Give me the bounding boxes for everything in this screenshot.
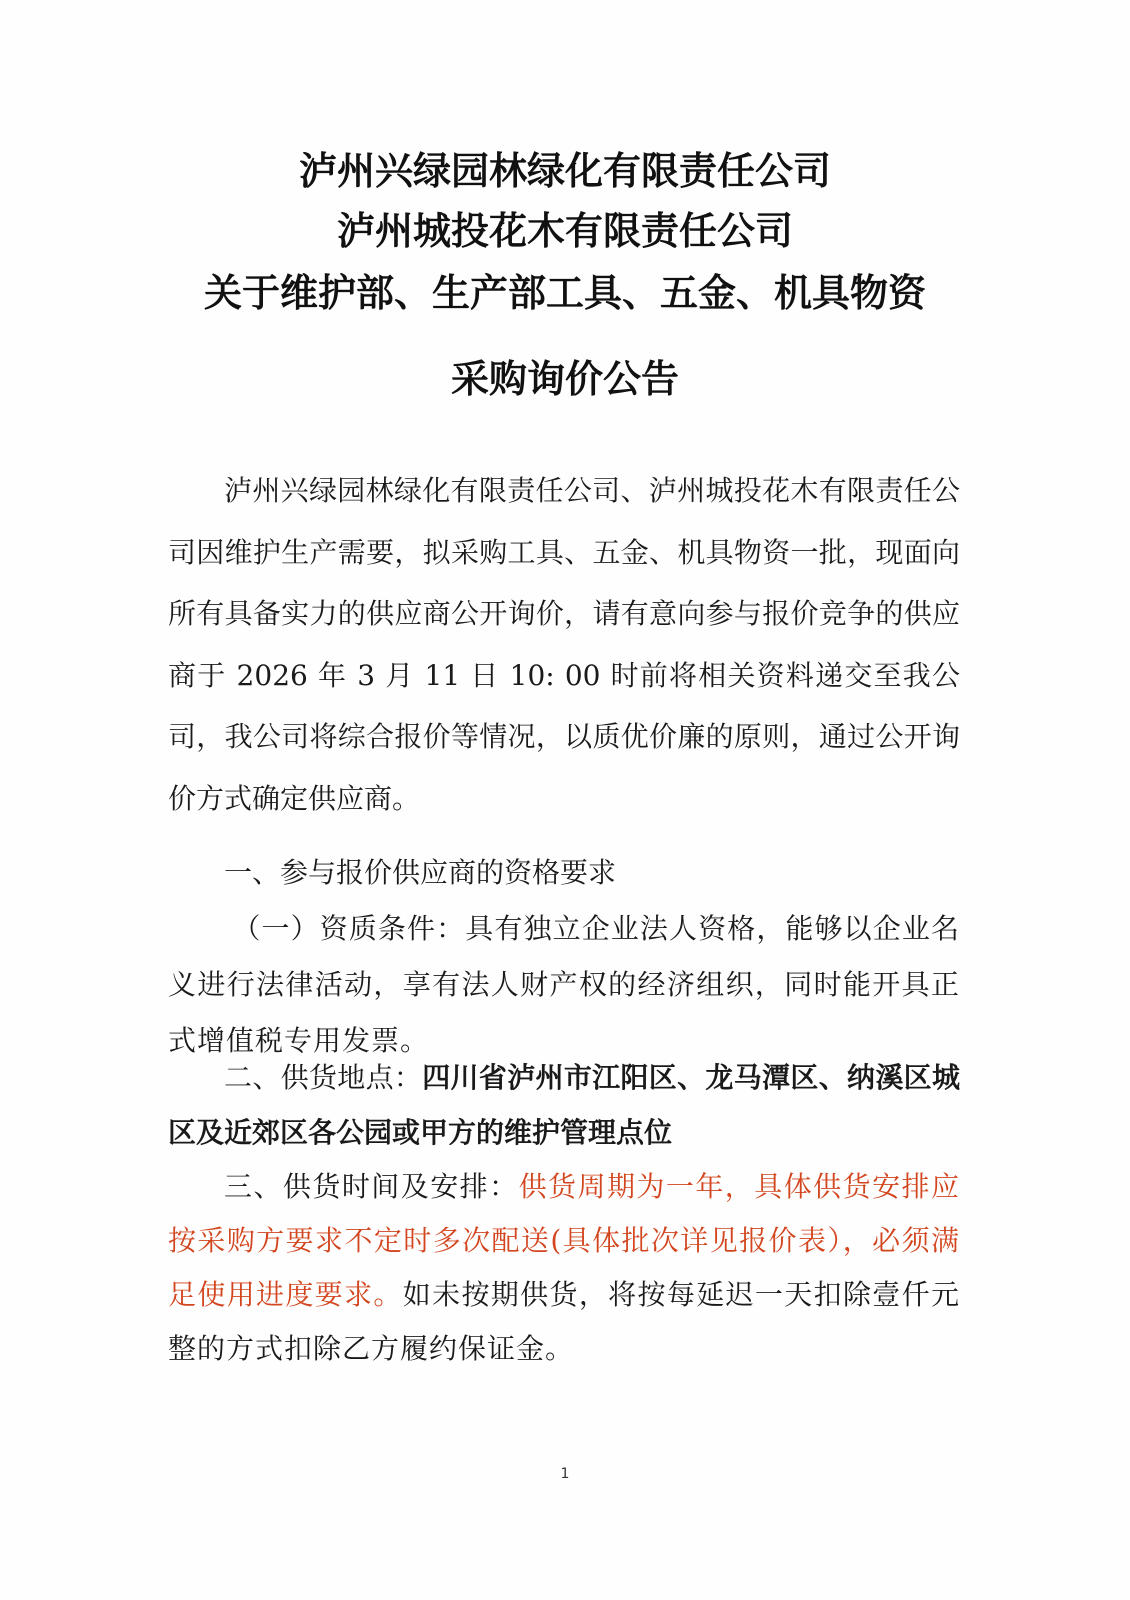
delivery-location-label: 二、供货地点： — [224, 1061, 423, 1094]
intro-paragraph: 泸州兴绿园林绿化有限责任公司、泸州城投花木有限责任公司因维护生产需要，拟采购工具、五金、机具物资一批，现面向所有具备实力的供应商公开询价，请有意向参与报价竞争的供应商于 2026 年 3 月 11 日 10: 00 时前将相关资料递交至我公司，我公司将综合报价等情况，以质优价廉的原则，通过公开询价方式确定供应商。 — [168, 474, 960, 815]
delivery-schedule-label: 三、供货时间及安排： — [224, 1170, 519, 1203]
delivery-schedule-penalty: 如未按期供货，将按每延迟一天扣除壹仟元整的方式扣除乙方履约保证金。 — [168, 1278, 960, 1365]
title-notice-type: 采购询价公告 — [450, 357, 679, 401]
title-company-1: 泸州兴绿园林绿化有限责任公司 — [298, 149, 831, 193]
qualification-heading: 一、参与报价供应商的资格要求 — [224, 856, 617, 889]
title-company-2: 泸州城投花木有限责任公司 — [336, 209, 793, 253]
delivery-location-content: 四川省泸州市江阳区、龙马潭区、纳溪区城区及近郊区各公园或甲方的维护管理点位 — [168, 1061, 960, 1149]
delivery-location-paragraph — [168, 1050, 960, 1160]
qualification-item-1: （一）资质条件：具有独立企业法人资格，能够以企业名义进行法律活动，享有法人财产权的经济组织，同时能开具正式增值税专用发票。 — [168, 912, 960, 1057]
delivery-schedule-section — [168, 1160, 960, 1376]
intro-section — [168, 460, 960, 829]
qualification-section — [168, 845, 960, 1069]
delivery-schedule-highlight: 供货周期为一年，具体供货安排应按采购方要求不定时多次配送(具体批次详见报价表），必须满足使用进度要求。 — [168, 1170, 960, 1311]
title-subject: 关于维护部、生产部工具、五金、机具物资 — [203, 271, 926, 315]
delivery-location-section — [168, 1050, 960, 1160]
page-number: 1 — [560, 1466, 570, 1482]
delivery-schedule-paragraph — [168, 1160, 960, 1376]
